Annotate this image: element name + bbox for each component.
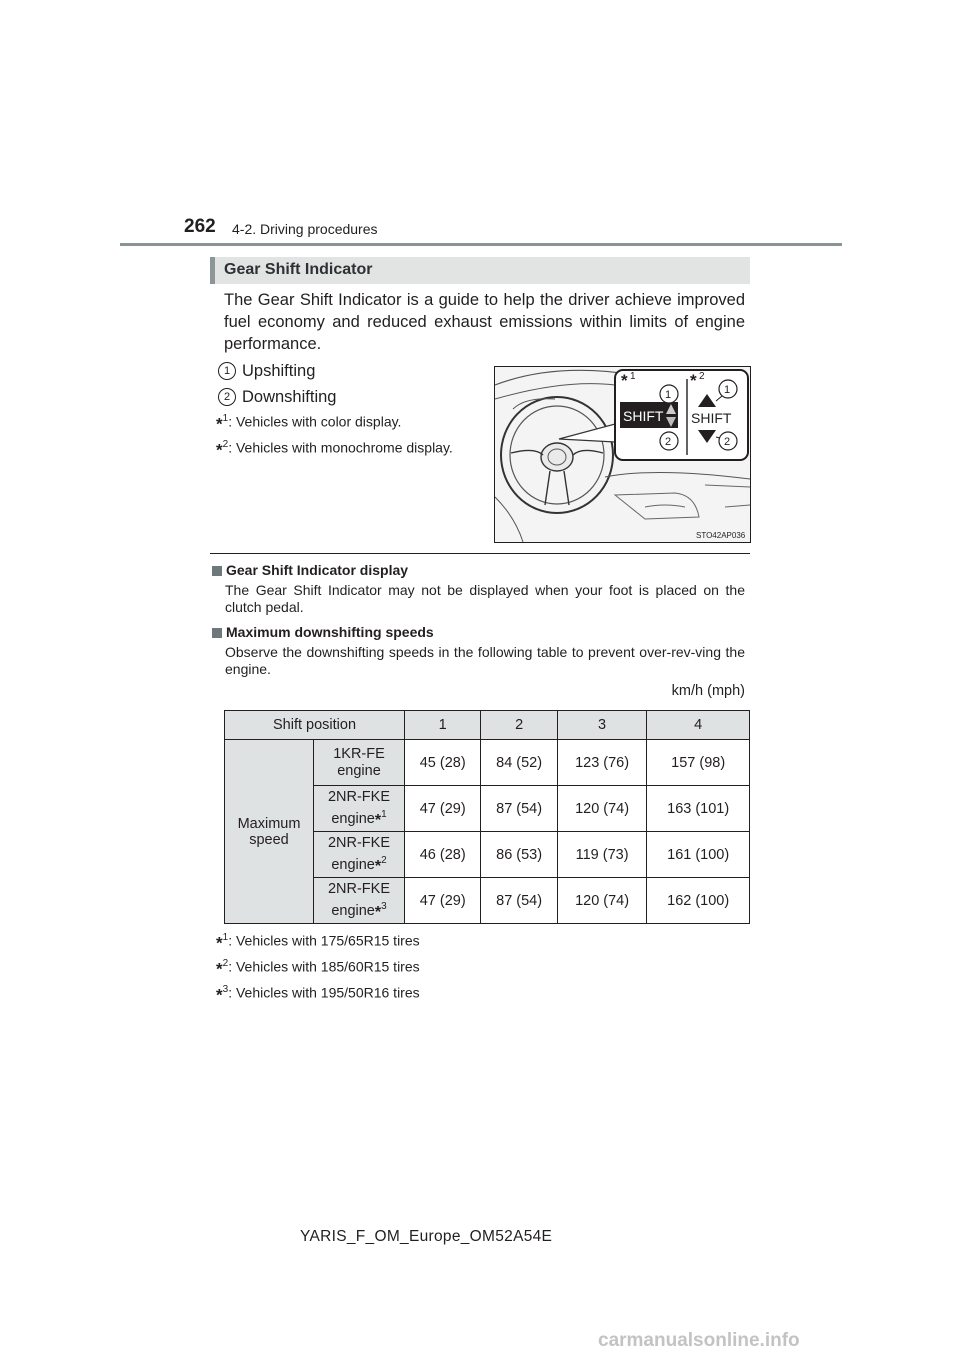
bullet-square-icon	[212, 566, 222, 576]
table-header-cell: 2	[481, 711, 557, 740]
speed-cell: 120 (74)	[557, 786, 647, 832]
speed-cell: 46 (28)	[405, 832, 481, 878]
tire-footnote-2: *$^2$: Vehicles with 185/60R15 tires	[216, 958, 420, 979]
separator-rule	[210, 553, 750, 554]
bullet-square-icon	[212, 628, 222, 638]
circle-1-right: 1	[724, 384, 731, 396]
circle-2-left: 2	[665, 436, 672, 448]
star1-mark: *	[621, 371, 628, 390]
speed-cell: 162 (100)	[647, 878, 750, 924]
table-unit: km/h (mph)	[671, 683, 745, 699]
note-text-display: The Gear Shift Indicator may not be displayed when your foot is placed on the clutch pedal.	[225, 582, 745, 615]
table-header-row	[225, 711, 750, 740]
callout-label-downshifting: Downshifting	[242, 388, 337, 406]
document-id: YARIS_F_OM_Europe_OM52A54E	[300, 1228, 553, 1245]
callout-number-1: 1	[218, 362, 236, 380]
page-number: 262	[184, 216, 216, 237]
section-heading-accent	[210, 257, 215, 284]
note-text-downshift: Observe the downshifting speeds in the following table to prevent over-rev-ving the engine.	[225, 644, 745, 677]
tire-footnote-3: *$^3$: Vehicles with 195/50R16 tires	[216, 984, 420, 1005]
callout-label-upshifting: Upshifting	[242, 362, 316, 380]
speed-cell: 84 (52)	[481, 740, 557, 786]
star2-mark: *	[690, 371, 697, 390]
circle-2-right: 2	[724, 436, 731, 448]
speed-cell: 120 (74)	[557, 878, 647, 924]
section-heading-bar	[210, 257, 750, 284]
star1-sup: 1	[630, 371, 636, 382]
engine-cell: 2NR-FKE engine*$^2$	[314, 832, 405, 878]
section-heading: Gear Shift Indicator	[224, 261, 373, 278]
speed-cell: 47 (29)	[405, 786, 481, 832]
note-heading-downshift: Maximum downshifting speeds	[212, 624, 434, 640]
table-header-cell: Shift position	[225, 711, 405, 740]
watermark: carmanualsonline.info	[598, 1330, 800, 1351]
table-row	[225, 740, 750, 786]
row-group-header: Maximum speed	[225, 740, 314, 924]
engine-cell: 2NR-FKE engine*$^3$	[314, 878, 405, 924]
note-heading-display: Gear Shift Indicator display	[212, 562, 408, 578]
display-footnote-2: *$^2$: Vehicles with monochrome display.	[216, 439, 453, 460]
speed-cell: 161 (100)	[647, 832, 750, 878]
shift-indicator-illustration	[494, 366, 751, 543]
shift-text-color: SHIFT	[623, 408, 664, 424]
section-title: 4-2. Driving procedures	[232, 221, 378, 237]
circle-1-left: 1	[665, 389, 672, 401]
speed-cell: 123 (76)	[557, 740, 647, 786]
dashboard-drawing	[495, 367, 750, 542]
speed-cell: 157 (98)	[647, 740, 750, 786]
table-header-cell: 1	[405, 711, 481, 740]
speed-cell: 87 (54)	[481, 878, 557, 924]
speed-cell: 45 (28)	[405, 740, 481, 786]
engine-cell: 2NR-FKE engine*$^1$	[314, 786, 405, 832]
display-footnote-1: *$^1$: Vehicles with color display.	[216, 413, 402, 434]
intro-paragraph: The Gear Shift Indicator is a guide to help the driver achieve improved fuel economy and reduced exhaust emissions within limits of engine performance.	[224, 291, 745, 353]
header-rule	[120, 243, 842, 246]
speed-cell: 119 (73)	[557, 832, 647, 878]
table-header-cell: 3	[557, 711, 647, 740]
tire-footnote-1: *$^1$: Vehicles with 175/65R15 tires	[216, 932, 420, 953]
downshift-speed-table	[224, 710, 750, 924]
speed-cell: 87 (54)	[481, 786, 557, 832]
callout-number-2: 2	[218, 388, 236, 406]
engine-cell: 1KR-FE engine	[314, 740, 405, 786]
shift-text-mono: SHIFT	[691, 410, 732, 426]
illustration-code: STO42AP036	[696, 531, 746, 540]
star2-sup: 2	[699, 371, 705, 382]
table-header-cell: 4	[647, 711, 750, 740]
speed-cell: 86 (53)	[481, 832, 557, 878]
speed-cell: 47 (29)	[405, 878, 481, 924]
speed-cell: 163 (101)	[647, 786, 750, 832]
